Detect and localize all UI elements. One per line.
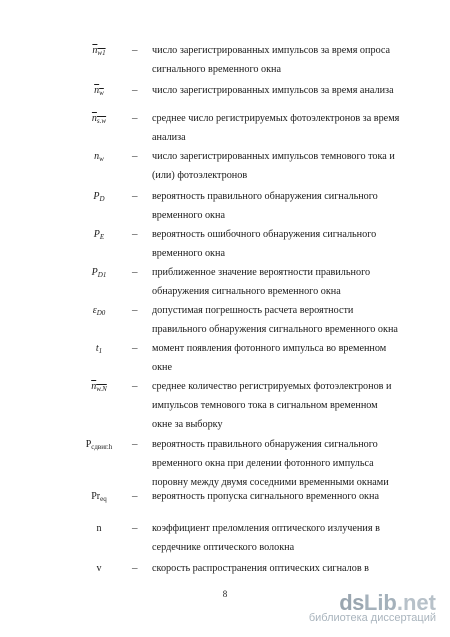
- notation-description: вероятность пропуска сигнального временного окна: [152, 491, 379, 502]
- notation-symbol: [82, 490, 116, 506]
- watermark-subtitle: библиотека диссертаций: [308, 612, 436, 624]
- dash-separator: –: [132, 150, 138, 162]
- notation-symbol: [82, 438, 116, 454]
- notation-symbol: [82, 522, 116, 535]
- symbol-subscript: D0: [96, 309, 106, 317]
- dash-separator: –: [132, 266, 138, 278]
- dash-separator: –: [132, 490, 138, 502]
- symbol-base: v: [96, 563, 102, 574]
- symbol-subscript: D: [99, 195, 105, 203]
- watermark-lib: Lib: [363, 590, 397, 615]
- dash-separator: –: [132, 190, 138, 202]
- dash-separator: –: [132, 562, 138, 574]
- dash-separator: –: [132, 342, 138, 354]
- page-number: 8: [222, 589, 228, 599]
- symbol-subscript: w1: [97, 49, 106, 57]
- watermark: [309, 590, 436, 624]
- symbol-base: n: [94, 85, 100, 96]
- symbol-base: P: [85, 439, 92, 450]
- notation-description: число зарегистрированных импульсов за время анализа: [152, 85, 394, 96]
- notation-symbol: [82, 84, 116, 100]
- symbol-base: n: [91, 381, 97, 392]
- notation-description: среднее число регистрируемых фотоэлектронов за время анализа: [152, 113, 400, 143]
- notation-description: среднее количество регистрируемых фотоэлектронов и импульсов темнового тока в сигнальном временном окне за выборку: [152, 381, 392, 430]
- notation-description: вероятность ошибочного обнаружения сигнального временного окна: [152, 229, 377, 259]
- symbol-base: P: [93, 229, 100, 240]
- symbol-subscript: E: [99, 233, 105, 241]
- symbol-base: n: [94, 151, 100, 162]
- notation-symbol: [82, 342, 116, 358]
- symbol-base: ε: [92, 305, 97, 316]
- watermark-ds: ds: [339, 590, 364, 615]
- dash-separator: –: [132, 84, 138, 96]
- symbol-base: n: [91, 113, 97, 124]
- dash-separator: –: [132, 44, 138, 56]
- symbol-subscript: s.w: [96, 117, 107, 125]
- notation-symbol: [82, 112, 116, 128]
- symbol-base: n: [92, 45, 98, 56]
- dash-separator: –: [132, 304, 138, 316]
- notation-description: приближенное значение вероятности правильного обнаружения сигнального временного окна: [152, 267, 371, 297]
- notation-description: вероятность правильного обнаружения сигнального временного окна: [152, 191, 378, 221]
- symbol-base: Pr: [91, 491, 101, 502]
- dash-separator: –: [132, 112, 138, 124]
- notation-symbol: [82, 150, 116, 166]
- notation-symbol: [82, 304, 116, 320]
- notation-symbol: [82, 562, 116, 575]
- symbol-subscript: D1: [97, 271, 107, 279]
- symbol-subscript: w: [99, 89, 104, 97]
- notation-description: число зарегистрированных импульсов темнового тока и (или) фотоэлектронов: [152, 151, 395, 181]
- watermark-net: .net: [396, 590, 436, 615]
- notation-description: число зарегистрированных импульсов за время опроса сигнального временного окна: [152, 45, 391, 75]
- notation-symbol: [82, 228, 116, 244]
- notation-symbol: [82, 380, 116, 396]
- symbol-base: n: [96, 523, 102, 534]
- symbol-subscript: сдвиг.h: [91, 443, 113, 451]
- dash-separator: –: [132, 522, 138, 534]
- dash-separator: –: [132, 438, 138, 450]
- symbol-base: P: [93, 191, 100, 202]
- notation-symbol: [82, 44, 116, 60]
- dash-separator: –: [132, 380, 138, 392]
- notation-description: скорость распространения оптических сигналов в: [152, 563, 369, 574]
- notation-symbol: [82, 190, 116, 206]
- symbol-base: t: [95, 343, 99, 354]
- symbol-subscript: 1: [98, 347, 103, 355]
- notation-symbol: [82, 266, 116, 282]
- notation-description: допустимая погрешность расчета вероятности правильного обнаружения сигнального временного окна: [152, 305, 398, 335]
- symbol-base: P: [91, 267, 98, 278]
- notation-description: коэффициент преломления оптического излучения в сердечнике оптического волокна: [152, 523, 380, 553]
- dash-separator: –: [132, 228, 138, 240]
- symbol-subscript: w: [99, 155, 104, 163]
- symbol-subscript: w.N: [96, 385, 107, 393]
- symbol-subscript: eq: [100, 495, 107, 503]
- notation-description: вероятность правильного обнаружения сигнального временного окна при делении фотонного импульса поровну между двумя соседними временными окнами: [152, 439, 389, 488]
- notation-description: момент появления фотонного импульса во временном окне: [152, 343, 387, 373]
